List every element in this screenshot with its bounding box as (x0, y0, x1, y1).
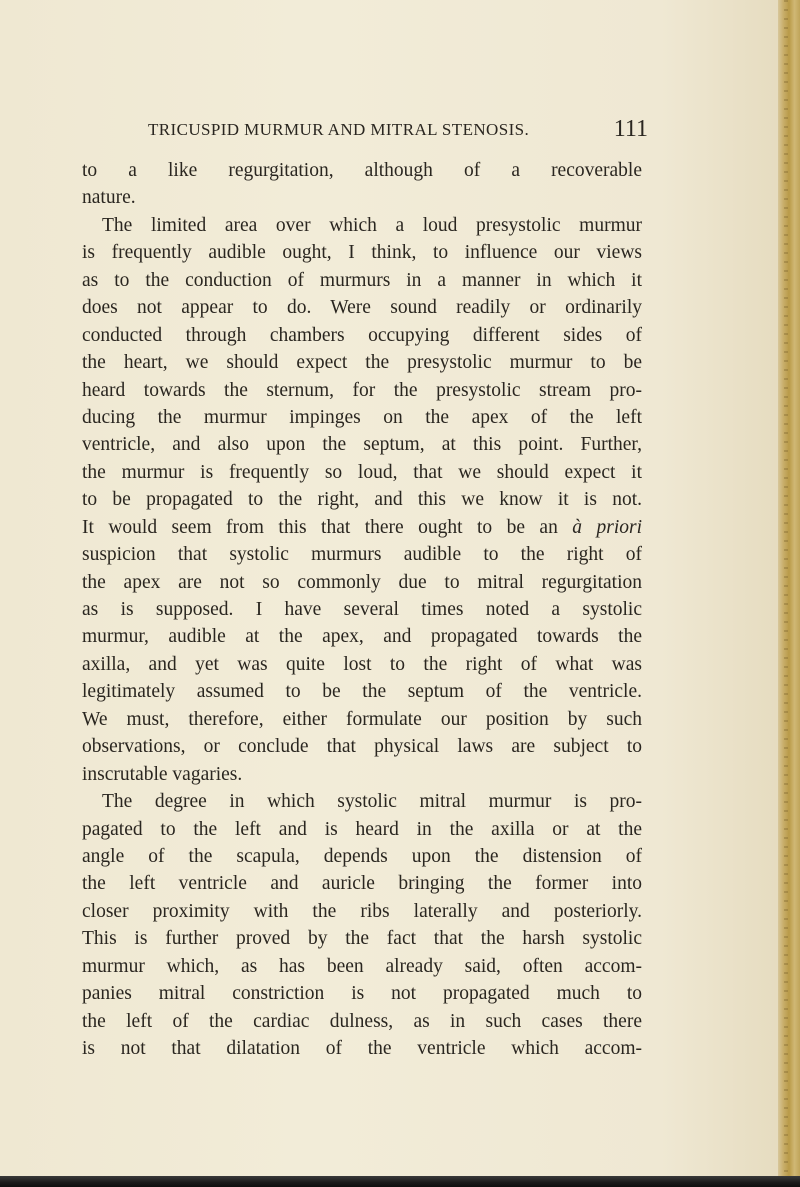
text-line: to a like regurgitation, although of a recoverable (82, 160, 642, 181)
text-line: is not that dilatation of the ventricle which accom- (82, 1038, 642, 1059)
text-line: murmur which, as has been already said, often accom- (82, 955, 642, 977)
text-line: the apex are not so commonly due to mitral regurgitation (82, 571, 642, 593)
text-line: the left of the cardiac dulness, as in such cases there (82, 1010, 642, 1032)
text-line: angle of the scapula, depends upon the distension of (82, 845, 642, 867)
text-line: suspicion that systolic murmurs audible to the right of (82, 544, 642, 566)
text-line: pagated to the left and is heard in the axilla or at the (82, 818, 642, 840)
text-line: as to the conduction of murmurs in a manner in which it (82, 269, 642, 291)
text-line: ventricle, and also upon the septum, at this point. Further, (82, 434, 642, 456)
page-number: 111 (613, 116, 648, 142)
text-line-segment: It would seem from this that there ought to be an (82, 516, 558, 538)
text-line: inscrutable vagaries. (82, 763, 243, 785)
running-head (148, 116, 648, 144)
text-line: axilla, and yet was quite lost to the right of what was (82, 653, 642, 675)
text-line: panies mitral constriction is not propagated much to (82, 983, 642, 1005)
text-line: We must, therefore, either formulate our position by such (82, 708, 642, 730)
book-spine-edge (778, 0, 800, 1187)
text-line: closer proximity with the ribs laterally and posteriorly. (82, 900, 642, 922)
text-line: to be propagated to the right, and this we know it is not. (82, 489, 642, 511)
body-text (82, 157, 642, 1062)
text-line: the left ventricle and auricle bringing the former into (82, 873, 642, 895)
italic-phrase: à priori (572, 516, 643, 538)
text-line: the heart, we should expect the presystolic murmur to be (82, 352, 642, 374)
text-line: ducing the murmur impinges on the apex of the left (82, 406, 642, 428)
running-head-title: TRICUSPID MURMUR AND MITRAL STENOSIS. (148, 120, 530, 139)
text-line: conducted through chambers occupying different sides of (82, 324, 642, 346)
text-line: The limited area over which a loud presystolic murmur (102, 214, 642, 236)
text-line: legitimately assumed to be the septum of the ventricle. (82, 681, 642, 703)
text-line: murmur, audible at the apex, and propagated towards the (82, 626, 642, 648)
text-line: is frequently audible ought, I think, to influence our views (82, 242, 642, 264)
text-line: does not appear to do. Were sound readily or ordinarily (82, 297, 642, 319)
text-line: as is supposed. I have several times noted a systolic (82, 599, 642, 620)
text-line: observations, or conclude that physical laws are subject to (82, 736, 642, 758)
text-line: This is further proved by the fact that the harsh systolic (82, 928, 642, 950)
text-line-with-italic (82, 514, 642, 541)
text-line: the murmur is frequently so loud, that we should expect it (82, 461, 642, 483)
text-line: The degree in which systolic mitral murmur is pro- (102, 791, 642, 813)
text-line: nature. (82, 187, 136, 209)
text-line: heard towards the sternum, for the presystolic stream pro- (82, 379, 642, 401)
page-bottom-edge (0, 1176, 800, 1187)
